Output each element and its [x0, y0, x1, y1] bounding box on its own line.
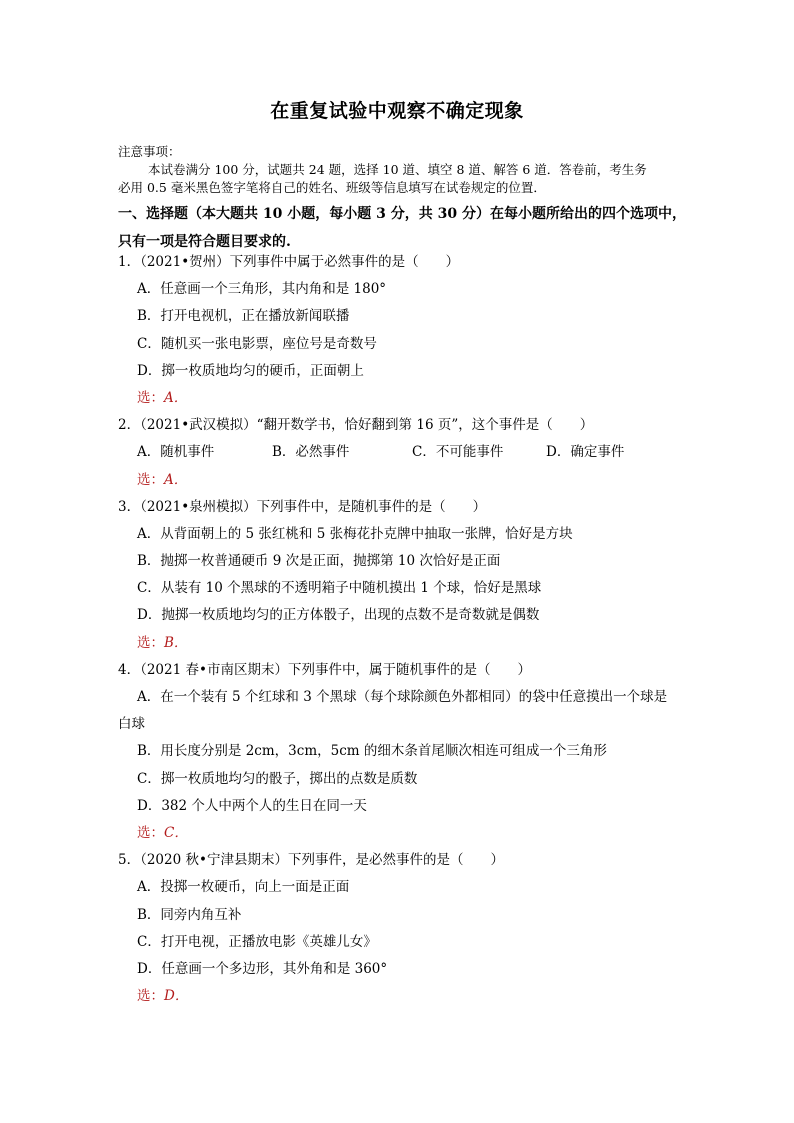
question-3-option-c: C．从装有 10 个黑球的不透明箱子中随机摸出 1 个球，恰好是黑球	[137, 580, 542, 597]
question-4-option-c: C．掷一枚质地均匀的骰子，掷出的点数是质数	[137, 770, 418, 787]
question-1-option-d: D．掷一枚质地均匀的硬币，正面朝上	[137, 362, 364, 379]
question-5-stem: 5．（2020 秋•宁津县期末）下列事件，是必然事件的是（ ）	[118, 852, 504, 869]
question-3-stem: 3．（2021•泉州模拟）下列事件中，是随机事件的是（ ）	[118, 498, 487, 515]
question-5-option-d: D．任意画一个多边形，其外角和是 360°	[137, 960, 388, 977]
notes-block	[118, 143, 688, 197]
question-2-option-a: A．随机事件	[137, 444, 215, 461]
answer-prefix: 选：	[137, 634, 164, 651]
question-4-option-a-continued: 白球	[118, 716, 145, 733]
question-1-answer	[118, 385, 693, 412]
notes-line-2: 必用 0.5 毫米黑色签字笔将自己的姓名、班级等信息填写在试卷规定的位置．	[118, 180, 546, 195]
answer-prefix: 选：	[137, 988, 164, 1005]
question-1-option-a: A．任意画一个三角形，其内角和是 180°	[137, 281, 387, 298]
question-5-option-a: A．投掷一枚硬币，向上一面是正面	[137, 879, 350, 896]
question-3-option-b: B．抛掷一枚普通硬币 9 次是正面，抛掷第 10 次恰好是正面	[137, 553, 501, 570]
question-5-option-b: B．同旁内角互补	[137, 906, 242, 923]
question-list	[118, 249, 693, 1010]
answer-prefix: 选：	[137, 389, 164, 406]
answer-letter: A．	[164, 471, 188, 488]
question-2-answer	[118, 467, 693, 494]
question-4-option-d: D．382 个人中两个人的生日在同一天	[137, 797, 367, 814]
question-2-option-b: B．必然事件	[272, 444, 350, 461]
question-4-answer	[118, 820, 693, 847]
question-3-option-d: D．抛掷一枚质地均匀的正方体骰子，出现的点数不是奇数就是偶数	[137, 607, 540, 624]
answer-letter: D．	[164, 988, 189, 1005]
question-2-options	[118, 439, 693, 466]
question-3-option-a: A．从背面朝上的 5 张红桃和 5 张梅花扑克牌中抽取一张牌，恰好是方块	[137, 525, 573, 542]
question-4-option-b: B．用长度分别是 2cm，3cm，5cm 的细木条首尾顺次相连可组成一个三角形	[137, 743, 607, 760]
question-1-stem: 1．（2021•贺州）下列事件中属于必然事件的是（ ）	[118, 254, 460, 270]
section-heading-line-2: 只有一项是符合题目要求的.	[118, 234, 291, 250]
answer-prefix: 选：	[137, 471, 164, 488]
question-4-option-a: A．在一个装有 5 个红球和 3 个黑球（每个球除颜色外都相同）的袋中任意摸出一个球是	[137, 689, 668, 705]
question-2-option-c: C．不可能事件	[412, 444, 504, 461]
question-5-answer	[118, 983, 693, 1010]
answer-prefix: 选：	[137, 824, 164, 841]
page-title: 在重复试验中观察不确定现象	[270, 100, 524, 122]
question-4-stem: 4．（2021 春•市南区期末）下列事件中，属于随机事件的是（ ）	[118, 661, 531, 678]
question-2-stem: 2．（2021•武汉模拟）“翻开数学书，恰好翻到第 16 页”，这个事件是（ ）	[118, 417, 594, 434]
question-1-option-c: C．随机买一张电影票，座位号是奇数号	[137, 335, 377, 352]
question-5-option-c: C．打开电视，正播放电影《英雄儿女》	[137, 933, 377, 950]
answer-letter: B．	[164, 634, 188, 651]
answer-letter: C．	[164, 824, 188, 841]
section-heading-line-1: 一、选择题（本大题共 10 小题，每小题 3 分，共 30 分）在每小题所给出的四个选项中，	[118, 206, 686, 222]
notes-heading: 注意事项：	[118, 144, 181, 159]
notes-line-1: 本试卷满分 100 分，试题共 24 题，选择 10 道、填空 8 道、解答 6 道．答卷前，考生务	[148, 162, 647, 177]
answer-letter: A．	[164, 389, 188, 406]
section-heading	[118, 200, 693, 256]
question-1-option-b: B．打开电视机，正在播放新闻联播	[137, 308, 350, 325]
question-2-option-d: D．确定事件	[546, 444, 625, 461]
question-3-answer	[118, 630, 693, 657]
